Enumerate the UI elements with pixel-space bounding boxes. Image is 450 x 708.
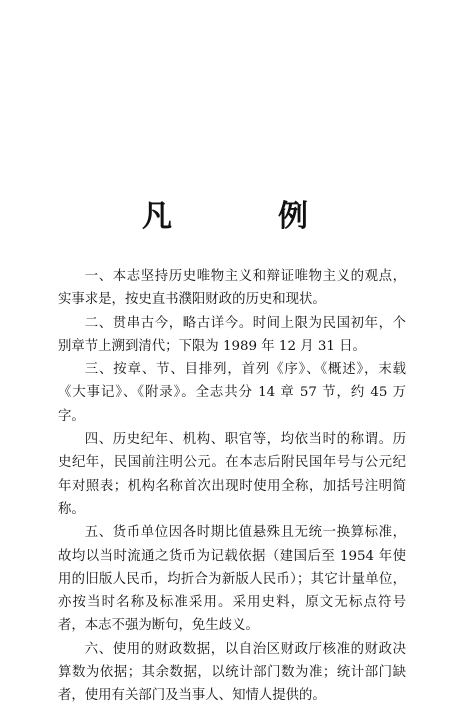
page-title: 凡 例 (142, 199, 346, 234)
guideline-paragraph-5: 五、货币单位因各时期比值悬殊且无统一换算标准，故均以当时流通之货币为记载依据（建国后至 1954 年使用的旧版人民币，均折合为新版人民币）；其它计量单位，亦按当时名称及标准采用。采用史料，原文无标点符号者，本志不强为断句，免生歧义。 (58, 525, 406, 634)
guideline-paragraph-6: 六、使用的财政数据，以自治区财政厅核准的财政决算数为依据；其余数据，以统计部门数为准；统计部门缺者，使用有关部门及当事人、知情人提供的。 (58, 641, 406, 704)
guidelines-body (58, 265, 406, 708)
guideline-paragraph-1: 一、本志坚持历史唯物主义和辩证唯物主义的观点，实事求是，按史直书濮阳财政的历史和现状。 (58, 269, 406, 308)
guideline-paragraph-4: 四、历史纪年、机构、职官等，均依当时的称谓。历史纪年，民国前注明公元。在本志后附民国年号与公元纪年对照表；机构名称首次出现时使用全称，加括号注明简称。 (58, 432, 406, 517)
guideline-paragraph-3: 三、按章、节、目排列，首列《序》、《概述》，末载《大事记》、《附录》。全志共分 14 章 57 节，约 45 万字。 (58, 362, 406, 424)
guideline-paragraph-2: 二、贯串古今，略古详今。时间上限为民国初年，个别章节上溯到清代；下限为 1989 年 12 月 31 日。 (58, 315, 406, 354)
